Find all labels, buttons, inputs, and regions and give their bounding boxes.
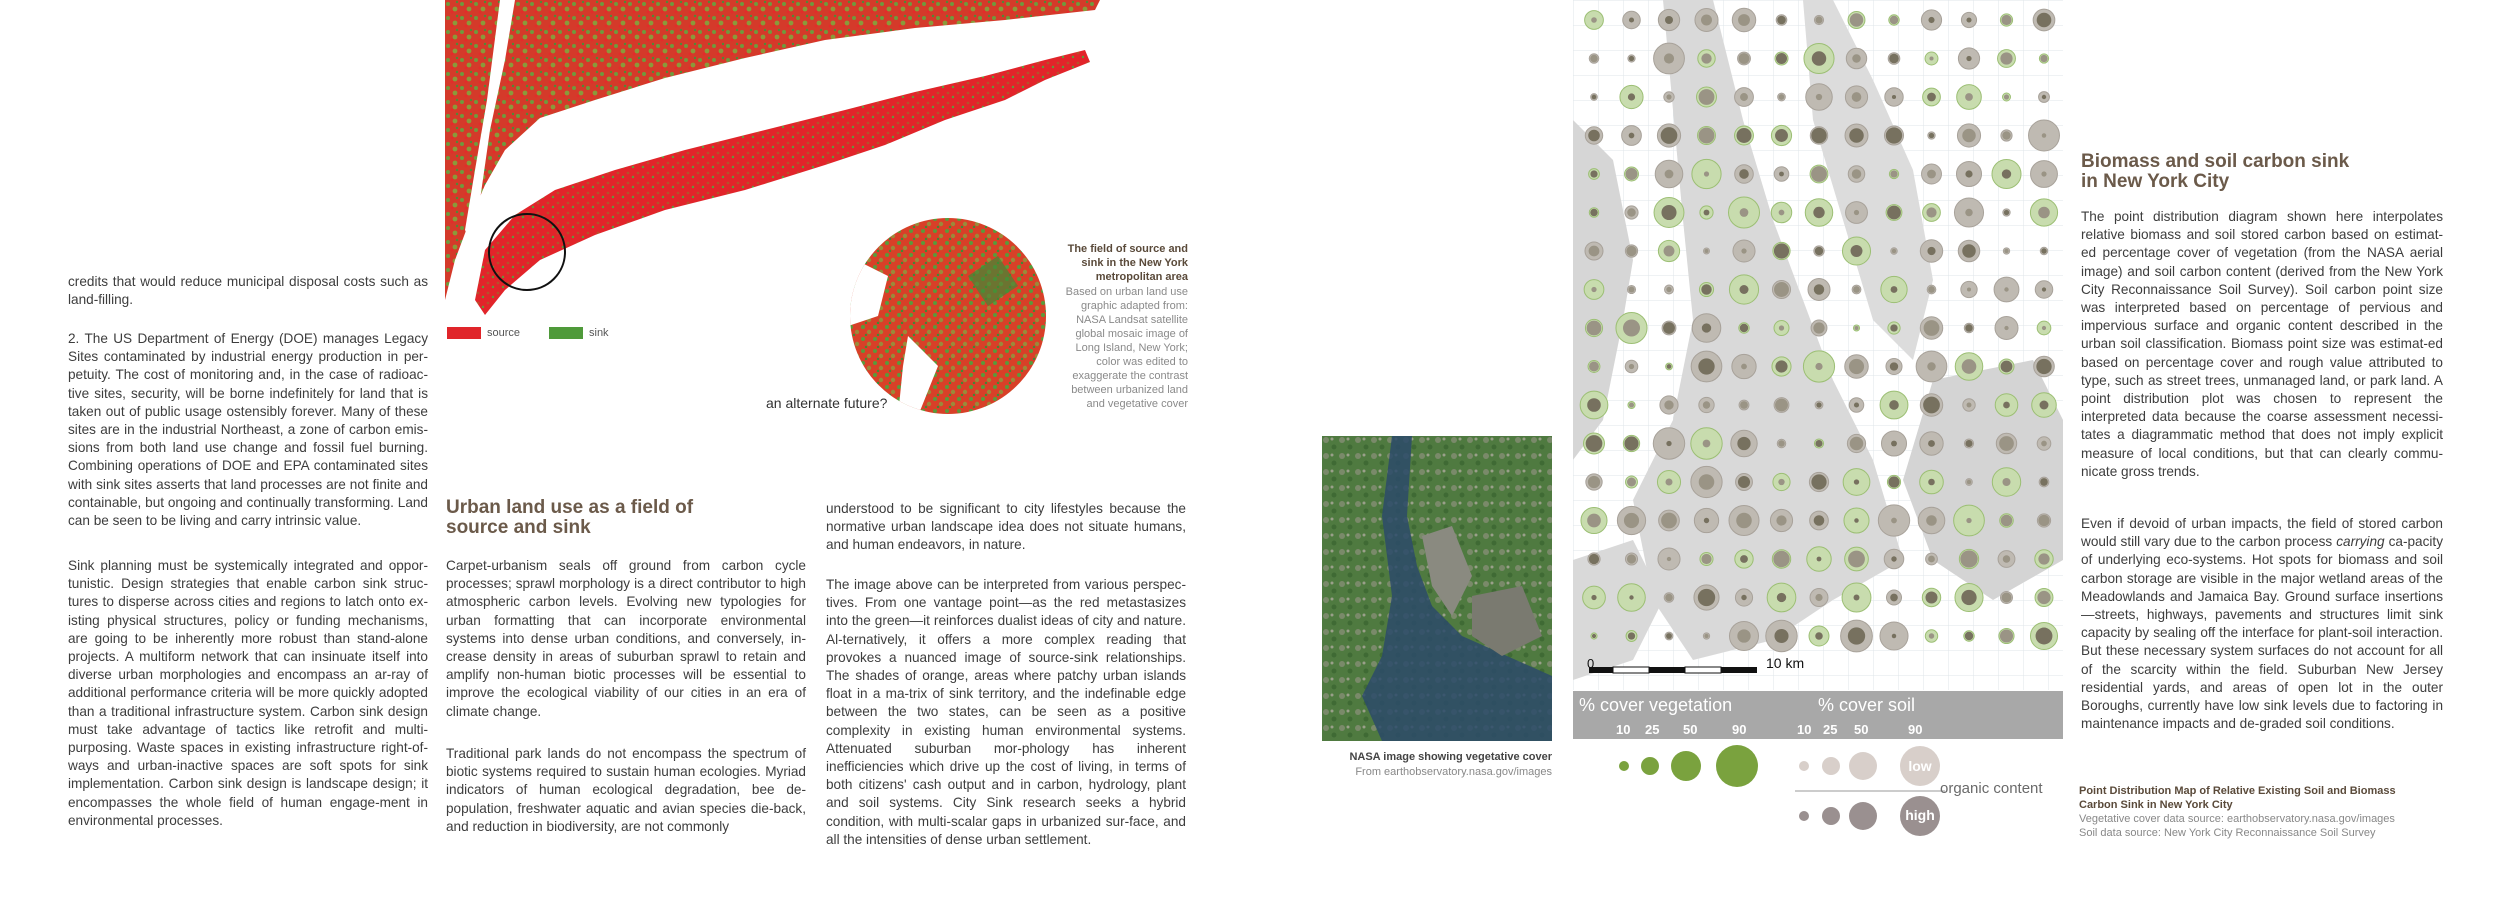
distribution-point-core <box>1890 594 1898 602</box>
soil-low-25 <box>1822 757 1840 775</box>
distribution-point-core <box>1811 166 1827 182</box>
soil-high-25 <box>1822 807 1840 825</box>
distribution-point-core <box>1815 594 1822 601</box>
distribution-point-core <box>1698 358 1714 374</box>
distribution-point-core <box>1928 479 1935 486</box>
distribution-point-core <box>1701 284 1711 294</box>
distribution-point-core <box>1663 322 1675 334</box>
veg-tick-50: 50 <box>1683 722 1698 737</box>
distribution-point-core <box>1661 127 1678 144</box>
distribution-point-core <box>1815 16 1822 23</box>
distribution-point-core <box>1739 169 1749 179</box>
distribution-point-core <box>1816 402 1821 407</box>
veg-size-10 <box>1619 761 1629 771</box>
urban-text-p4: The image above can be interpreted from various perspec-tives. From one vantage point—as the red metastasizes into the green—it reinforces dualist ideas of city and nature. Al-ternatively, it offers a more complex reading that provokes a nuanced image of source-sink relationships. The shades of orange, areas where patchy urban islands float in a ma-trix of sink territory, and the indefinable edge between the two states, can be seen as a positive complexity in existing human environmental systems. Attenuated suburban mor-phology has inherent inefficiencies which drive up the cost of living, in terms of both citizens' cash output and in carbon, hydrology, plant and soil systems. City Sink research seeks a hybrid condition, with multi-scalar gaps in urbanized sur-face, and all the intensities of dense urban settlement. <box>826 577 1186 847</box>
distribution-point-core <box>1892 249 1897 254</box>
distribution-point-core <box>1891 518 1897 524</box>
distribution-point-core <box>1926 515 1937 526</box>
distribution-point-core <box>1967 403 1972 408</box>
distribution-point-core <box>2038 553 2049 564</box>
distribution-point-core <box>1740 93 1748 101</box>
distribution-point-core <box>1854 595 1860 601</box>
distribution-point-core <box>1962 244 1976 258</box>
distribution-point-core <box>1777 593 1786 602</box>
soil-low-10 <box>1799 761 1809 771</box>
distribution-point-core <box>1886 127 1902 143</box>
scale-zero: 0 <box>1587 656 1595 671</box>
distribution-point-core <box>1962 359 1977 374</box>
distribution-point-core <box>1852 92 1862 102</box>
distribution-point-core <box>1890 324 1897 331</box>
soil-high-10 <box>1799 811 1809 821</box>
distribution-point-core <box>1699 474 1715 490</box>
left-text-p2: 2. The US Department of Energy (DOE) manages Legacy Sites contaminated by industrial energy production in per-petuity. The cost of monitoring and, in the case of radioac-tive sites, security, will be borne indefinitely for land that is taken out of public usage ostensibly forever. Many of these sites are in the industrial Northeast, a zone of carbon emis-sions from both land use change and fossil fuel burning. Combining operations of DOE and EPA contaminated sites with sink sites asserts that land processes are not finite and containable, but ongoing and continually transforming. Land can be seen to be living and carry intrinsic value. <box>68 331 428 529</box>
distribution-point-core <box>1965 209 1972 216</box>
distribution-point-core <box>1629 402 1634 407</box>
sink-label: sink <box>589 327 609 339</box>
distribution-point-core <box>2037 591 2050 604</box>
distribution-point-core <box>1586 435 1603 452</box>
distribution-point-core <box>1889 54 1899 64</box>
distribution-point-core <box>1924 320 1940 336</box>
distribution-point-core <box>2004 287 2008 291</box>
distribution-point-core <box>1928 286 1935 293</box>
distribution-point-core <box>1999 436 2014 451</box>
distribution-point-core <box>1587 514 1601 528</box>
soil-tick-90: 90 <box>1908 722 1923 737</box>
distribution-point-core <box>1892 634 1896 638</box>
distribution-point-core <box>1966 56 1971 61</box>
map-caption-body: Based on urban land use graphic adapted from: NASA Landsat satellite global mosaic image of Long Island, New York; color was edited to exaggerate the contrast between urbanized land and vegetative cover <box>1065 286 1188 410</box>
distribution-point-core <box>1703 440 1711 448</box>
biomass-text-p2: Even if devoid of urban impacts, the field of stored carbon would still vary due to the carbon process carrying ca-pacity of underlying eco-systems. Hot spots for biomass and soil carbon storage are visible in the major wetland areas of the Meadowlands and Jamaica Bay. Ground surface insertions—streets, highways, pavements and structures limit sink capacity by sealing off the interface for plant-soil interaction. But these necessary system surfaces do not account for all of the scarcity within the field. Suburban New Jersey residential yards, and areas of open lot in the outer Boroughs, currently have low sink levels due to factoring in maintenance impacts and de-graded soil conditions. <box>2081 516 2444 732</box>
veg-size-90 <box>1716 745 1758 787</box>
distribution-point-core <box>2036 628 2053 645</box>
distribution-point-core <box>1664 246 1675 257</box>
distribution-point-core <box>1741 248 1746 253</box>
distribution-point-core <box>1811 128 1826 143</box>
distribution-point-core <box>1811 474 1826 489</box>
distribution-point-core <box>1667 557 1671 561</box>
distribution-point-core <box>2041 441 2047 447</box>
distribution-point-core <box>1962 129 1975 142</box>
distribution-point-core <box>1961 590 1976 605</box>
distribution-point-core <box>1854 479 1859 484</box>
distribution-point-core <box>1814 515 1825 526</box>
distribution-point-core <box>1587 398 1601 412</box>
distribution-point-core <box>1778 440 1785 447</box>
distribution-point-core <box>1739 53 1750 64</box>
distribution-point-core <box>1738 14 1750 26</box>
soil-legend-label: % cover soil <box>1818 695 1916 715</box>
distribution-point-core <box>1776 515 1786 525</box>
distribution-point-core <box>1629 133 1635 139</box>
distribution-point-core <box>1929 56 1933 60</box>
distribution-point-core <box>1704 634 1708 638</box>
distribution-point-core <box>1928 556 1935 563</box>
distribution-point-core <box>2042 133 2046 137</box>
distribution-point-core <box>1923 397 1940 414</box>
distribution-point-core <box>1854 210 1859 215</box>
distribution-point-core <box>2041 248 2046 253</box>
distribution-point-core <box>1740 208 1749 217</box>
distribution-point-core <box>1703 401 1710 408</box>
urban-text-p1: Carpet-urbanism seals off ground from carbon cycle processes; sprawl morphology is a direct contributor to high atmospheric carbon levels. Evolving new typologies for urban formatting that can incorporate environmental systems into dense urban conditions, and conversely, in-crease density in areas of suburban sprawl to retain and amplify non-human biotic processes will be essential to improve the ecological viability of our cities in an era of climate change. <box>446 558 806 719</box>
distribution-point-core <box>1891 441 1897 447</box>
distribution-point-core <box>1929 133 1934 138</box>
soil-tick-50: 50 <box>1854 722 1869 737</box>
distribution-point-core <box>2038 207 2050 219</box>
nasa-vegetation-image <box>1322 436 1552 741</box>
distribution-point-core <box>1777 16 1786 25</box>
distribution-point-core <box>1590 170 1597 177</box>
distribution-point-core <box>1699 128 1715 144</box>
distribution-point-core <box>1849 359 1864 374</box>
distribution-point-core <box>1590 209 1597 216</box>
distribution-point-core <box>1741 595 1746 600</box>
distribution-point-core <box>2001 361 2013 373</box>
distribution-point-core <box>1591 595 1596 600</box>
distribution-point-core <box>1813 322 1824 333</box>
distribution-point-core <box>1888 476 1899 487</box>
distribution-point-core <box>2036 359 2051 374</box>
distribution-point-core <box>2004 94 2009 99</box>
distribution-point-core <box>1775 360 1787 372</box>
soil-low-50 <box>1849 752 1877 780</box>
sink-swatch <box>549 327 583 339</box>
distribution-point-core <box>1628 93 1635 100</box>
distribution-point-core <box>2004 249 2008 253</box>
distribution-point-core <box>1967 480 1972 485</box>
distribution-point-core <box>1817 557 1822 562</box>
distribution-point-core <box>1702 323 1711 332</box>
distribution-point-core <box>1624 513 1639 528</box>
distribution-point-core <box>1629 56 1634 61</box>
distribution-point-core <box>2040 478 2048 486</box>
distribution-point-core <box>1774 629 1788 643</box>
distribution-point-core <box>1704 210 1710 216</box>
distribution-point-core <box>1741 364 1747 370</box>
source-sink-inset-circle <box>848 216 1048 416</box>
distribution-point-core <box>1812 51 1826 65</box>
distribution-point-core <box>1850 13 1863 26</box>
low-label: low <box>1908 758 1932 774</box>
distribution-point-core <box>2042 326 2046 330</box>
source-swatch <box>447 327 481 339</box>
distribution-point-core <box>2001 15 2011 25</box>
distribution-point-core <box>1925 591 1937 603</box>
urban-text-p3: understood to be significant to city lifestyles because the normative urban landscape idea does not situate humans, and human endeavors, in nature. <box>826 501 1186 553</box>
distribution-point-core <box>1626 246 1636 256</box>
distribution-point-core <box>1736 128 1751 143</box>
distribution-point-core <box>2040 55 2047 62</box>
distribution-point-core <box>1740 555 1748 563</box>
veg-size-25 <box>1641 757 1659 775</box>
soil-high-50 <box>1849 802 1877 830</box>
distribution-point-core <box>1738 476 1750 488</box>
distribution-point-core <box>1891 556 1896 561</box>
distribution-point-core <box>1966 17 1971 22</box>
nasa-caption-source: From earthobservatory.nasa.gov/images <box>1355 766 1552 778</box>
distribution-point-core <box>2042 95 2046 99</box>
distribution-point-core <box>1853 286 1860 293</box>
distribution-point-core <box>1701 53 1711 63</box>
distribution-point-core <box>1778 479 1784 485</box>
distribution-point-core <box>1926 207 1936 217</box>
distribution-point-core <box>1813 207 1824 218</box>
distribution-point-core <box>1774 282 1789 297</box>
distribution-point-core <box>1965 632 1973 640</box>
distribution-point-core <box>1849 128 1864 143</box>
distribution-point-core <box>1737 629 1750 642</box>
size-legend <box>1573 740 1993 840</box>
biomass-text-p1: The point distribution diagram shown here interpolates relative biomass and soil stored carbon based on estimat-ed percentage cover of vegetation (from the NASA aerial image) and soil carbon content (derived from the New York City Reconnaissance Soil Survey). Soil carbon point size was interpreted based on percentage of pervious and impervious surface and organic content described in the urban soil classification. Biomass point size was estimat-ed based on percentage cover and rough value attributed to type, such as street trees, unmanaged land, or park land. A point distribution plot was chosen to represent the interpreted data because the coarse assessment necessi-tates a diagrammatic method that does not imply explicit measure of local conditions, but that can clearly commu-nicate gross trends. <box>2081 209 2443 479</box>
chart-caption-veg-source: Vegetative cover data source: earthobservatory.nasa.gov/images <box>2079 813 2395 825</box>
soil-tick-10: 10 <box>1797 722 1812 737</box>
point-distribution-map <box>1573 0 2063 690</box>
distribution-point-core <box>1628 632 1635 639</box>
distribution-point-core <box>1591 17 1597 23</box>
distribution-point-core <box>1965 93 1973 101</box>
distribution-point-core <box>1852 169 1861 178</box>
distribution-point-core <box>1775 129 1788 142</box>
distribution-point-core <box>1590 55 1598 63</box>
high-label: high <box>1905 807 1935 823</box>
distribution-point-core <box>1592 634 1596 638</box>
distribution-point-core <box>1889 400 1899 410</box>
distribution-point-core <box>1627 478 1636 487</box>
distribution-point-core <box>2003 555 2010 562</box>
distribution-point-core <box>1929 633 1934 638</box>
veg-tick-10: 10 <box>1616 722 1631 737</box>
distribution-point-core <box>1779 210 1785 216</box>
distribution-point-core <box>1699 89 1715 105</box>
distribution-point-core <box>2042 287 2046 291</box>
distribution-point-core <box>1890 362 1898 370</box>
soil-tick-25: 25 <box>1823 722 1838 737</box>
distribution-point-core <box>1589 362 1599 372</box>
distribution-point-core <box>1776 53 1787 64</box>
distribution-point-core <box>1928 440 1935 447</box>
distribution-point-core <box>2001 515 2013 527</box>
distribution-point-core <box>1591 287 1596 292</box>
distribution-point-core <box>1814 284 1824 294</box>
distribution-point-core <box>1664 400 1673 409</box>
distribution-point-core <box>2000 52 2012 64</box>
distribution-point-core <box>1965 440 1972 447</box>
distribution-point-core <box>1854 326 1858 330</box>
distribution-point-core <box>1589 554 1599 564</box>
distribution-point-core <box>2041 171 2046 176</box>
veg-size-50 <box>1671 751 1701 781</box>
distribution-point-core <box>1854 402 1859 407</box>
distribution-point-core <box>2002 169 2011 178</box>
distribution-point-core <box>1960 550 1977 567</box>
distribution-point-core <box>1848 551 1865 568</box>
distribution-point-core <box>1704 518 1709 523</box>
distribution-point-core <box>1667 364 1672 369</box>
distribution-point-core <box>1851 245 1863 257</box>
distribution-point-core <box>1774 243 1789 258</box>
distribution-point-core <box>2038 515 2049 526</box>
distribution-point-core <box>1927 170 1936 179</box>
distribution-point-core <box>1773 551 1789 567</box>
distribution-point-core <box>1815 363 1822 370</box>
distribution-point-core <box>1850 437 1863 450</box>
distribution-point-core <box>1815 247 1823 255</box>
source-label: source <box>487 327 521 339</box>
distribution-point-core <box>1588 476 1600 488</box>
distribution-point-core <box>1624 436 1638 450</box>
distribution-point-core <box>1887 206 1901 220</box>
distribution-point-core <box>1704 249 1708 253</box>
distribution-point-core <box>1775 399 1788 412</box>
distribution-point-core <box>1665 170 1674 179</box>
distribution-point-core <box>1626 168 1638 180</box>
chart-caption-title: Point Distribution Map of Relative Existing Soil and Biomass Carbon Sink in New York City <box>2079 785 2396 811</box>
distribution-point-core <box>1665 478 1672 485</box>
distribution-point-core <box>1666 633 1672 639</box>
distribution-point-core <box>1927 247 1935 255</box>
distribution-point-core <box>1623 319 1640 336</box>
distribution-point-core <box>1854 518 1858 522</box>
distribution-point-core <box>1737 437 1750 450</box>
vegetation-legend-label: % cover vegetation <box>1579 695 1733 715</box>
distribution-point-core <box>1661 513 1677 529</box>
left-text-p1: credits that would reduce municipal disposal costs such as land-filling. <box>68 274 428 308</box>
distribution-point-core <box>1627 208 1635 216</box>
organic-content-label: organic content <box>1940 780 2043 797</box>
distribution-point-core <box>2001 592 2011 602</box>
distribution-point-core <box>1815 440 1822 447</box>
distribution-point-core <box>1892 95 1896 99</box>
distribution-point-core <box>1665 594 1673 602</box>
distribution-point-core <box>1740 401 1748 409</box>
distribution-point-core <box>1589 246 1600 257</box>
distribution-point-core <box>1928 17 1934 23</box>
distribution-point-core <box>2040 401 2049 410</box>
nasa-caption-title: NASA image showing vegetative cover <box>1349 751 1552 763</box>
distribution-point-core <box>1966 518 1971 523</box>
distribution-point-core <box>1666 94 1671 99</box>
veg-tick-25: 25 <box>1645 722 1660 737</box>
distribution-point-core <box>1736 513 1752 529</box>
distribution-point-core <box>1779 325 1784 330</box>
distribution-point-core <box>1816 94 1822 100</box>
distribution-point-core <box>1967 287 1971 291</box>
veg-tick-90: 90 <box>1732 722 1747 737</box>
urban-section-heading: Urban land use as a field of source and sink <box>446 497 694 538</box>
distribution-point-core <box>1965 324 1972 331</box>
distribution-point-core <box>1661 205 1676 220</box>
distribution-point-core <box>1779 94 1785 100</box>
distribution-point-core <box>1927 362 1935 370</box>
distribution-point-core <box>1664 53 1674 63</box>
distribution-point-core <box>1628 286 1634 292</box>
distribution-point-core <box>1629 364 1634 369</box>
distribution-point-core <box>2003 402 2010 409</box>
distribution-point-core <box>1666 441 1671 446</box>
distribution-point-core <box>1965 170 1972 177</box>
distribution-point-core <box>2004 210 2009 215</box>
distribution-point-core <box>1588 130 1600 142</box>
left-text-p3: Sink planning must be systemically integrated and oppor-tunistic. Design strategies that enable carbon sink struc-tures to disperse across cities and regions to latch onto ex-isting physical structures, policy or funding mechanisms, are going to be inherently more robust than stand-alone projects. A multiform network that can insinuate itself into diverse urban morphologies and encompass an ar-ray of additional performance criteria will be more quickly adopted than a traditional infrastructure system. Carbon sink design must take advantage of tactics like retrofit and multi-purposing. Waste spaces in existing infrastructure right-of-ways and urban-inactive spaces are soft spots for sink implementation. Carbon sink design is landscape design; it encompasses the whole field of human engage-ment in environmental processes. <box>68 558 428 828</box>
distribution-point-core <box>1890 16 1898 24</box>
distribution-point-core <box>2002 478 2010 486</box>
distribution-point-core <box>1698 589 1715 606</box>
map-caption-title: The field of source and sink in the New York metropolitan area <box>1067 243 1188 283</box>
distribution-point-core <box>2002 131 2010 139</box>
distribution-point-core <box>1701 15 1712 26</box>
scale-ten-km: 10 km <box>1766 655 1805 671</box>
distribution-point-core <box>1629 595 1633 599</box>
distribution-point-core <box>1704 171 1709 176</box>
distribution-point-core <box>1890 170 1897 177</box>
distribution-point-core <box>1815 632 1823 640</box>
distribution-point-core <box>1927 93 1936 102</box>
distribution-point-core <box>1852 54 1861 63</box>
distribution-point-core <box>1665 16 1673 24</box>
distribution-point-core <box>1891 286 1898 293</box>
distribution-point-core <box>2004 326 2008 330</box>
distribution-point-core <box>1666 287 1671 292</box>
distribution-point-core <box>1629 17 1634 22</box>
urban-text-p2: Traditional park lands do not encompass the spectrum of biotic systems required to sustain human ecologies. Myriad indicators of human ecological degradation, bee de-population, freshwater aquatic and avian species die-back, and reduction in biodiversity, are not commonly <box>446 746 806 834</box>
distribution-point-core <box>2037 13 2052 28</box>
distribution-point-core <box>1627 554 1636 563</box>
distribution-point-core <box>1701 554 1711 564</box>
distribution-point-core <box>1739 285 1748 294</box>
distribution-point-core <box>2000 629 2013 642</box>
biomass-section-heading: Biomass and soil carbon sink in New York City <box>2081 151 2350 192</box>
distribution-point-core <box>1587 321 1602 336</box>
alternate-future-label: an alternate future? <box>766 395 888 411</box>
distribution-point-core <box>1848 627 1865 644</box>
chart-caption-soil-source: Soil data source: New York City Reconnaissance Soil Survey <box>2079 827 2376 839</box>
distribution-point-core <box>1779 172 1784 177</box>
distribution-point-core <box>1740 324 1748 332</box>
distribution-point-core <box>1592 95 1597 100</box>
